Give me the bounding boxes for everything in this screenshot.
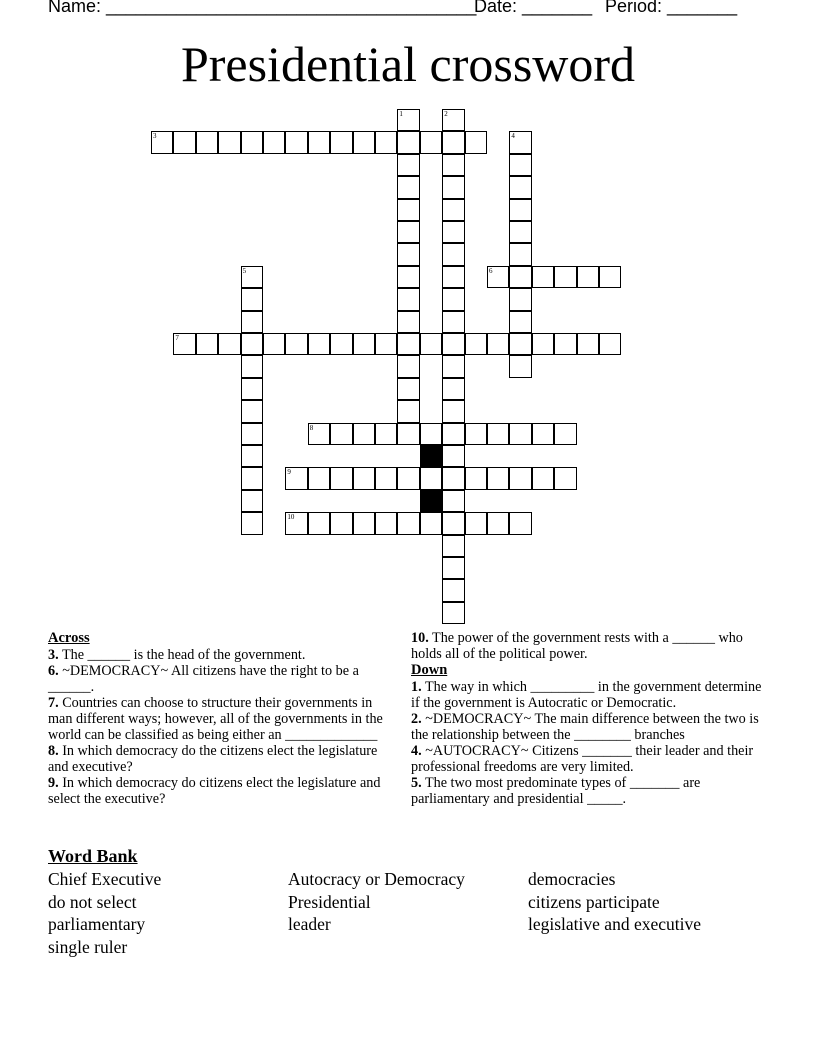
down-heading: Down bbox=[411, 662, 448, 678]
crossword-cell[interactable] bbox=[173, 333, 195, 355]
crossword-cell[interactable] bbox=[353, 423, 375, 445]
crossword-cell[interactable] bbox=[509, 221, 531, 243]
crossword-cell[interactable] bbox=[397, 131, 419, 153]
across-clues bbox=[48, 630, 398, 807]
crossword-cell[interactable] bbox=[308, 512, 330, 534]
crossword-cell[interactable] bbox=[509, 512, 531, 534]
crossword-cell[interactable] bbox=[509, 467, 531, 489]
crossword-cell[interactable] bbox=[375, 423, 397, 445]
crossword-cell[interactable] bbox=[397, 355, 419, 377]
crossword-cell[interactable] bbox=[465, 333, 487, 355]
crossword-cell[interactable] bbox=[241, 355, 263, 377]
clue-number: 3 bbox=[153, 132, 157, 141]
clue-number: 8 bbox=[309, 423, 314, 432]
crossword-cell[interactable] bbox=[397, 512, 419, 534]
crossword-cell[interactable] bbox=[442, 333, 464, 355]
crossword-cell[interactable] bbox=[308, 467, 330, 489]
crossword-cell[interactable] bbox=[397, 176, 419, 198]
crossword-cell[interactable] bbox=[397, 109, 419, 131]
crossword-cell[interactable] bbox=[241, 423, 263, 445]
right-clues bbox=[411, 630, 771, 807]
crossword-cell[interactable] bbox=[442, 602, 464, 624]
crossword-cell[interactable] bbox=[353, 131, 375, 153]
crossword-cell[interactable] bbox=[532, 266, 554, 288]
crossword-cell[interactable] bbox=[442, 288, 464, 310]
crossword-cell[interactable] bbox=[509, 333, 531, 355]
crossword-cell[interactable] bbox=[263, 333, 285, 355]
crossword-cell[interactable] bbox=[442, 378, 464, 400]
word-bank-title: Word Bank bbox=[48, 846, 138, 866]
clue-number: 1 bbox=[399, 110, 403, 118]
crossword-cell[interactable] bbox=[442, 199, 464, 221]
crossword-cell[interactable] bbox=[173, 131, 195, 153]
down-clue: 2. ~DEMOCRACY~ The main difference between the two is the relationship between the ________ branches bbox=[411, 711, 759, 743]
across-heading: Across bbox=[48, 630, 90, 646]
crossword-black-cell bbox=[420, 490, 442, 512]
crossword-cell[interactable] bbox=[577, 266, 599, 288]
crossword-cell[interactable] bbox=[308, 333, 330, 355]
across-clue: 8. In which democracy do the citizens elect the legislature and executive? bbox=[48, 743, 378, 775]
crossword-cell[interactable] bbox=[442, 176, 464, 198]
crossword-cell[interactable] bbox=[397, 288, 419, 310]
crossword-cell[interactable] bbox=[442, 445, 464, 467]
crossword-cell[interactable] bbox=[509, 266, 531, 288]
crossword-cell[interactable] bbox=[397, 333, 419, 355]
crossword-cell[interactable] bbox=[487, 423, 509, 445]
across-clue: 3. The ______ is the head of the government. bbox=[48, 647, 306, 663]
crossword-cell[interactable] bbox=[375, 333, 397, 355]
crossword-cell[interactable] bbox=[353, 512, 375, 534]
crossword-cell[interactable] bbox=[397, 378, 419, 400]
across-clue: 6. ~DEMOCRACY~ All citizens have the right to be a ______. bbox=[48, 663, 359, 695]
crossword-cell[interactable] bbox=[532, 467, 554, 489]
crossword-cell[interactable] bbox=[554, 467, 576, 489]
crossword-cell[interactable] bbox=[465, 512, 487, 534]
crossword-cell[interactable] bbox=[509, 243, 531, 265]
crossword-cell[interactable] bbox=[241, 467, 263, 489]
word-bank-item: legislative and executive bbox=[528, 914, 701, 934]
clue-number: 10 bbox=[287, 513, 295, 522]
crossword-cell[interactable] bbox=[509, 154, 531, 176]
crossword-cell[interactable] bbox=[442, 400, 464, 422]
crossword-cell[interactable] bbox=[509, 311, 531, 333]
down-clue: 1. The way in which _________ in the government determine if the government is Autocratic or Democratic. bbox=[411, 679, 762, 711]
crossword-cell[interactable] bbox=[442, 535, 464, 557]
crossword-cell[interactable] bbox=[442, 154, 464, 176]
crossword-cell[interactable] bbox=[487, 512, 509, 534]
crossword-cell[interactable] bbox=[442, 109, 464, 131]
crossword-cell[interactable] bbox=[308, 423, 330, 445]
crossword-cell[interactable] bbox=[241, 445, 263, 467]
crossword-cell[interactable] bbox=[442, 311, 464, 333]
word-bank-item: democracies bbox=[528, 869, 616, 889]
clue-number: 6 bbox=[489, 266, 493, 275]
crossword-cell[interactable] bbox=[554, 266, 576, 288]
crossword-cell[interactable] bbox=[465, 467, 487, 489]
crossword-cell[interactable] bbox=[442, 423, 464, 445]
crossword-black-cell bbox=[420, 445, 442, 467]
word-bank-item: citizens participate bbox=[528, 892, 660, 912]
crossword-cell[interactable] bbox=[285, 512, 307, 534]
word-bank-item: Presidential bbox=[288, 892, 371, 912]
crossword-cell[interactable] bbox=[397, 221, 419, 243]
crossword-cell[interactable] bbox=[465, 131, 487, 153]
crossword-cell[interactable] bbox=[487, 333, 509, 355]
crossword-cell[interactable] bbox=[353, 333, 375, 355]
crossword-cell[interactable] bbox=[442, 557, 464, 579]
crossword-cell[interactable] bbox=[241, 131, 263, 153]
word-bank-item: Autocracy or Democracy bbox=[288, 869, 465, 889]
crossword-cell[interactable] bbox=[241, 288, 263, 310]
page-title: Presidential crossword bbox=[180, 36, 636, 92]
crossword-cell[interactable] bbox=[465, 423, 487, 445]
crossword-cell[interactable] bbox=[420, 423, 442, 445]
word-bank-item: single ruler bbox=[48, 937, 128, 957]
clue-number: 9 bbox=[287, 468, 291, 477]
crossword-cell[interactable] bbox=[509, 176, 531, 198]
crossword-cell[interactable] bbox=[308, 131, 330, 153]
crossword-cell[interactable] bbox=[554, 333, 576, 355]
crossword-cell[interactable] bbox=[532, 423, 554, 445]
crossword-cell[interactable] bbox=[442, 243, 464, 265]
crossword-cell[interactable] bbox=[420, 467, 442, 489]
crossword-cell[interactable] bbox=[397, 467, 419, 489]
crossword-cell[interactable] bbox=[509, 423, 531, 445]
crossword-cell[interactable] bbox=[397, 154, 419, 176]
crossword-cell[interactable] bbox=[330, 512, 352, 534]
crossword-cell[interactable] bbox=[241, 512, 263, 534]
crossword-cell[interactable] bbox=[218, 131, 240, 153]
crossword-cell[interactable] bbox=[577, 333, 599, 355]
crossword-cell[interactable] bbox=[263, 131, 285, 153]
down-clue: 5. The two most predominate types of _______ are parliamentary and presidential _____. bbox=[411, 775, 701, 807]
crossword-cell[interactable] bbox=[509, 199, 531, 221]
crossword-cell[interactable] bbox=[397, 199, 419, 221]
name-field[interactable]: Name: _____________________________________ bbox=[48, 0, 477, 16]
crossword-cell[interactable] bbox=[420, 333, 442, 355]
clue-number: 2 bbox=[444, 110, 448, 118]
crossword-cell[interactable] bbox=[375, 131, 397, 153]
date-field[interactable]: Date: _______ bbox=[474, 0, 593, 16]
crossword-cell[interactable] bbox=[285, 333, 307, 355]
word-bank-item: Chief Executive bbox=[48, 869, 162, 889]
across-clue: 10. The power of the government rests with a ______ who holds all of the political power. bbox=[411, 630, 743, 662]
crossword-cell[interactable] bbox=[285, 131, 307, 153]
crossword-cell[interactable] bbox=[375, 467, 397, 489]
crossword-cell[interactable] bbox=[353, 467, 375, 489]
crossword-cell[interactable] bbox=[330, 467, 352, 489]
crossword-cell[interactable] bbox=[241, 266, 263, 288]
crossword-cell[interactable] bbox=[442, 266, 464, 288]
crossword-cell[interactable] bbox=[151, 131, 173, 153]
period-field[interactable]: Period: _______ bbox=[605, 0, 738, 16]
across-clue: 7. Countries can choose to structure their governments in man different ways; however, all of the governments in the world can be classified as being either an _____________ bbox=[48, 695, 383, 743]
crossword-cell[interactable] bbox=[509, 355, 531, 377]
crossword-cell[interactable] bbox=[241, 378, 263, 400]
crossword-cell[interactable] bbox=[554, 423, 576, 445]
down-clue: 4. ~AUTOCRACY~ Citizens _______ their leader and their professional freedoms are very limited. bbox=[411, 743, 754, 775]
crossword-cell[interactable] bbox=[397, 400, 419, 422]
across-clue: 9. In which democracy do citizens elect the legislature and select the executive? bbox=[48, 775, 381, 807]
clue-number: 5 bbox=[242, 266, 247, 275]
crossword-cell[interactable] bbox=[196, 333, 218, 355]
crossword-cell[interactable] bbox=[375, 512, 397, 534]
crossword-cell[interactable] bbox=[509, 131, 531, 153]
crossword-cell[interactable] bbox=[241, 333, 263, 355]
word-bank-item: do not select bbox=[48, 892, 137, 912]
crossword-cell[interactable] bbox=[442, 131, 464, 153]
crossword-cell[interactable] bbox=[420, 131, 442, 153]
crossword-cell[interactable] bbox=[442, 221, 464, 243]
crossword-cell[interactable] bbox=[487, 266, 509, 288]
crossword-cell[interactable] bbox=[330, 423, 352, 445]
crossword-cell[interactable] bbox=[397, 311, 419, 333]
crossword-cell[interactable] bbox=[442, 355, 464, 377]
crossword-cell[interactable] bbox=[330, 131, 352, 153]
crossword-cell[interactable] bbox=[241, 311, 263, 333]
word-bank-item: leader bbox=[288, 914, 331, 934]
crossword-cell[interactable] bbox=[599, 266, 621, 288]
crossword-cell[interactable] bbox=[532, 333, 554, 355]
crossword-cell[interactable] bbox=[330, 333, 352, 355]
crossword-cell[interactable] bbox=[241, 400, 263, 422]
crossword-cell[interactable] bbox=[420, 512, 442, 534]
crossword-cell[interactable] bbox=[442, 579, 464, 601]
crossword-cell[interactable] bbox=[218, 333, 240, 355]
word-bank-item: parliamentary bbox=[48, 914, 146, 934]
crossword-cell[interactable] bbox=[442, 467, 464, 489]
crossword-cell[interactable] bbox=[599, 333, 621, 355]
crossword-cell[interactable] bbox=[241, 490, 263, 512]
crossword-cell[interactable] bbox=[442, 490, 464, 512]
crossword-cell[interactable] bbox=[487, 467, 509, 489]
crossword-cell[interactable] bbox=[285, 467, 307, 489]
crossword-cell[interactable] bbox=[397, 243, 419, 265]
crossword-cell[interactable] bbox=[509, 288, 531, 310]
crossword-cell[interactable] bbox=[397, 266, 419, 288]
crossword-cell[interactable] bbox=[442, 512, 464, 534]
crossword-cell[interactable] bbox=[397, 423, 419, 445]
crossword-cell[interactable] bbox=[196, 131, 218, 153]
clue-number: 4 bbox=[511, 132, 515, 141]
clue-number: 7 bbox=[175, 334, 179, 342]
